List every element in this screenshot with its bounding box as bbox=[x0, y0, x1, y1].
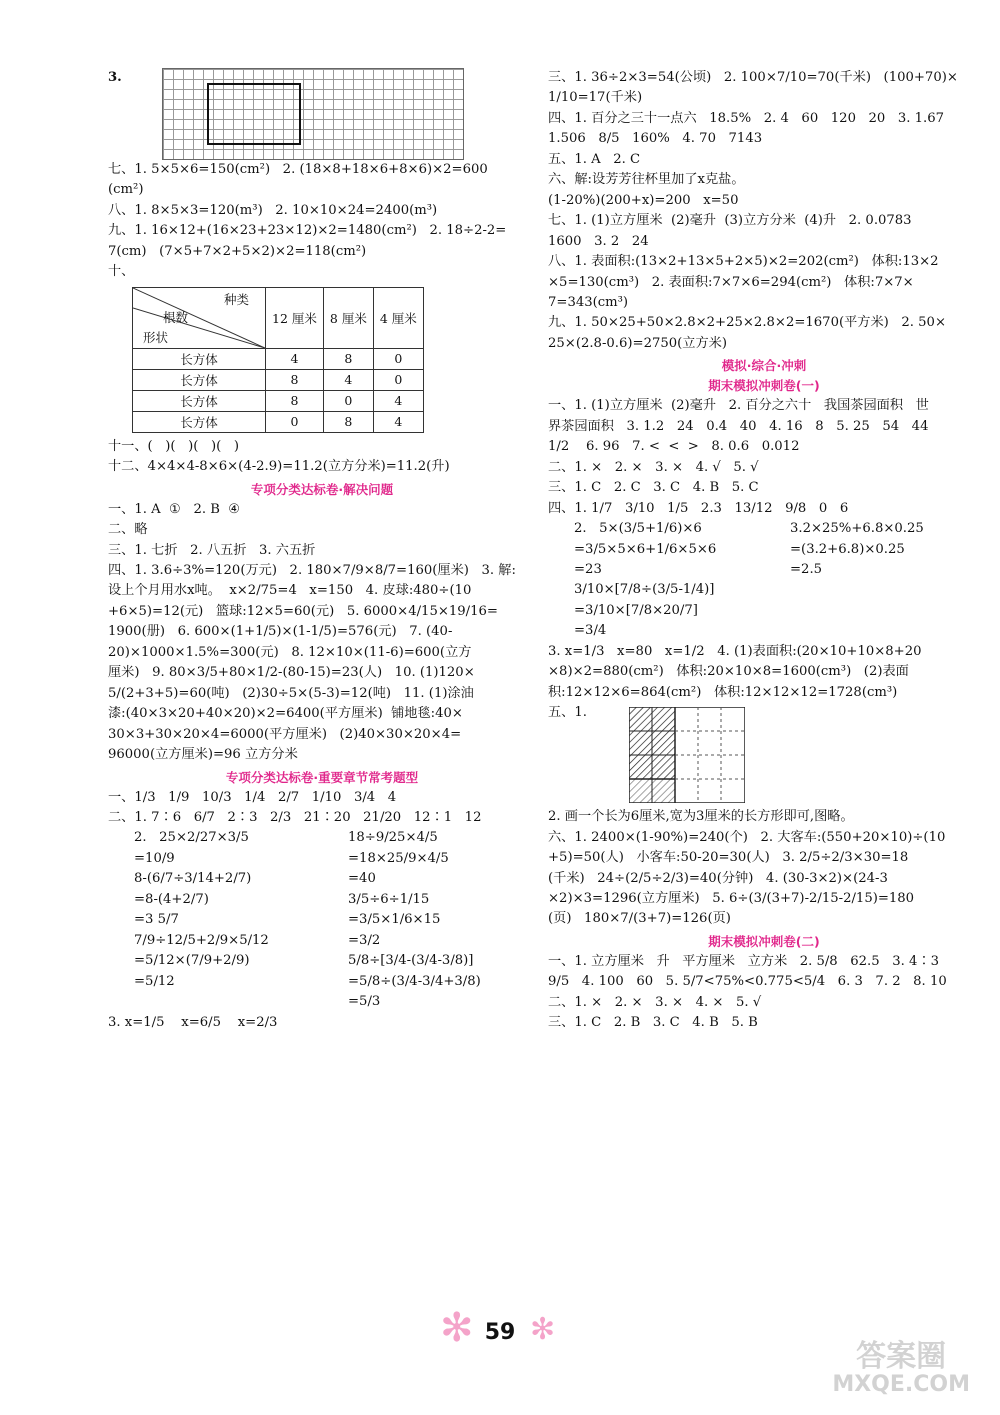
table-cell: 长方体 bbox=[133, 411, 266, 432]
page-number: 59 bbox=[484, 1320, 516, 1345]
answer-line: 设上个月用水x吨。 x×2/75=4 x=150 4. 皮球:480÷(10 bbox=[108, 583, 472, 599]
table-cell: 4 bbox=[266, 348, 324, 369]
calc-column-left bbox=[548, 519, 764, 642]
table-cell: 长方体 bbox=[133, 369, 266, 390]
section-subtitle: 期末模拟冲刺卷(一) bbox=[708, 378, 820, 394]
header-shape: 形状 bbox=[143, 329, 169, 345]
calc-step: =5/8÷(3/4-3/4+3/8) bbox=[348, 973, 481, 989]
answer-line: 20)×1000×1.5%=300(元) 8. 12×10×(11-6)=600(立方 bbox=[108, 644, 472, 660]
answer-line: 一、1. 立方厘米 升 平方厘米 立方米 2. 5/8 62.5 3. 4∶3 bbox=[548, 953, 939, 969]
answer-line: 积:12×12×6=864(cm²) 体积:12×12×12=1728(cm³) bbox=[548, 684, 898, 700]
answer-line: 九、1. 16×12+(16×23+23×12)×2=1480(cm²) 2. 18÷2-2= bbox=[108, 223, 507, 239]
answer-line: 三、1. C 2. B 3. C 4. B 5. B bbox=[548, 1015, 758, 1031]
answer-line: (页) 180×7/(3+7)=126(页) bbox=[548, 911, 731, 927]
right-column bbox=[548, 68, 980, 1034]
answer-line: 九、1. 50×25+50×2.8×2+25×2.8×2=1670(平方米) 2. 50× bbox=[548, 315, 946, 331]
table-cell: 长方体 bbox=[133, 348, 266, 369]
answer-line: 七、1. 5×5×6=150(cm²) 2. (18×8+18×6+8×6)×2=600 bbox=[108, 162, 488, 177]
section-title: 模拟·综合·冲刺 bbox=[721, 358, 807, 374]
watermark-logo: 答案圈 bbox=[856, 1339, 947, 1374]
answer-line: 十、 bbox=[108, 264, 135, 280]
table-cell: 8 bbox=[266, 390, 324, 411]
table-col-header: 12 厘米 bbox=[266, 287, 324, 348]
calc-step: =5/12×(7/9+2/9) bbox=[134, 953, 250, 969]
answer-line: 四、1. 1/7 3/10 1/5 2.3 13/12 9/8 0 6 bbox=[548, 500, 849, 516]
calc-step: =3/2 bbox=[348, 932, 381, 948]
answer-line: 三、1. C 2. C 3. C 4. B 5. C bbox=[548, 480, 759, 496]
table-cell: 0 bbox=[373, 348, 423, 369]
answer-line: 四、1. 百分之三十一点六 18.5% 2. 4 60 120 20 3. 1.67 bbox=[548, 110, 945, 126]
answer-line: 二、略 bbox=[108, 522, 148, 538]
answer-line: 八、1. 8×5×3=120(m³) 2. 10×10×24=2400(m³) bbox=[108, 202, 438, 218]
table-row bbox=[133, 390, 424, 411]
calc-step: =40 bbox=[348, 871, 376, 887]
calc-step: 5/8÷[3/4-(3/4-3/8)] bbox=[348, 953, 474, 969]
answer-line: 7(cm) (7×5+7×2+5×2)×2=118(cm²) bbox=[108, 243, 367, 259]
table-diagonal-header bbox=[133, 287, 266, 348]
calculation-block bbox=[108, 828, 536, 1012]
table-cell: 4 bbox=[373, 390, 423, 411]
table-cell: 8 bbox=[323, 411, 373, 432]
header-count: 根数 bbox=[163, 309, 189, 325]
calc-step: 7/9÷12/5+2/9×5/12 bbox=[134, 932, 269, 948]
calc-step: =2.5 bbox=[790, 561, 823, 577]
calc-step: 18÷9/25×4/5 bbox=[348, 830, 438, 846]
calc-step: =3/5×5×6+1/6×5×6 bbox=[574, 541, 717, 557]
table-cell: 0 bbox=[323, 390, 373, 411]
answer-line: 1.506 8/5 160% 4. 70 7143 bbox=[548, 131, 763, 147]
answer-line: (千米) 24÷(2/5÷2/3)=40(分钟) 4. (30-3×2)×(24-3 bbox=[548, 870, 888, 886]
shading-figure-block bbox=[548, 703, 980, 807]
calc-step: =3/5×1/6×15 bbox=[348, 912, 441, 928]
answer-line: 1900(册) 6. 600×(1+1/5)×(1-1/5)=576(元) 7. (40- bbox=[108, 624, 453, 640]
answer-line: 一、1/3 1/9 10/3 1/4 2/7 1/10 3/4 4 bbox=[108, 789, 397, 805]
answer-line: 1/10=17(千米) bbox=[548, 90, 643, 106]
watermark bbox=[832, 1340, 970, 1397]
calc-column-left bbox=[108, 828, 322, 1012]
calc-step: =10/9 bbox=[134, 850, 175, 866]
left-column bbox=[108, 68, 536, 1033]
calc-step: =23 bbox=[574, 561, 602, 577]
calc-step: =3 5/7 bbox=[134, 912, 179, 928]
calc-step: =3/10×[7/8×20/7] bbox=[574, 602, 698, 618]
calc-step: 8-(6/7÷3/14+2/7) bbox=[134, 871, 252, 887]
answer-line: 四、1. 3.6÷3%=120(万元) 2. 180×7/9×8/7=160(厘米) 3. 解: bbox=[108, 562, 516, 578]
table-row bbox=[133, 348, 424, 369]
watermark-url: MXQE.COM bbox=[832, 1372, 970, 1397]
calc-step: 2. 25×2/27×3/5 bbox=[134, 830, 249, 846]
palm-tree-icon: ✻ bbox=[530, 1312, 556, 1347]
answer-line: 9/5 4. 100 60 5. 5/7<75%<0.775<5/4 6. 3 7. 2 8. 10 bbox=[548, 974, 947, 990]
table-cell: 4 bbox=[373, 411, 423, 432]
table-cell: 8 bbox=[323, 348, 373, 369]
calc-column-right bbox=[764, 519, 980, 642]
answer-line: 七、1. (1)立方厘米 (2)毫升 (3)立方分米 (4)升 2. 0.0783 bbox=[548, 213, 912, 229]
table-cell: 长方体 bbox=[133, 390, 266, 411]
table-row bbox=[133, 369, 424, 390]
calc-step: 3.2×25%+6.8×0.25 bbox=[790, 521, 924, 537]
answer-line: 五、1. bbox=[548, 705, 587, 721]
calc-step: 3/5÷6÷1/15 bbox=[348, 891, 430, 907]
answer-line: 八、1. 表面积:(13×2+13×5+2×5)×2=202(cm²) 体积:13×2 bbox=[548, 254, 939, 270]
answer-line: 界茶园面积 3. 1.2 24 0.4 40 4. 16 8 5. 25 54 44 bbox=[548, 418, 929, 434]
answer-line: +6×5)=12(元) 篮球:12×5=60(元) 5. 6000×4/15×19/16= bbox=[108, 603, 498, 619]
header-kind: 种类 bbox=[223, 291, 249, 307]
answer-line: ×2)×3=1296(立方厘米) 5. 6÷(3/(3+7)-2/15-2/15)=180 bbox=[548, 890, 915, 906]
answer-line: 1600 3. 2 24 bbox=[548, 233, 649, 249]
calc-step: =3/4 bbox=[574, 623, 607, 639]
stick-count-table bbox=[132, 287, 424, 433]
calc-step: 3/10×[7/8÷(3/5-1/4)] bbox=[574, 582, 715, 598]
grid-rectangle bbox=[207, 83, 301, 145]
answer-line: 1/2 6. 96 7. < < > 8. 0.6 0.012 bbox=[548, 439, 800, 455]
calc-step: 2. 5×(3/5+1/6)×6 bbox=[574, 521, 702, 537]
answer-line: +5)=50(人) 小客车:50-20=30(人) 3. 2/5÷2/3×30=18 bbox=[548, 850, 909, 866]
calc-step: =(3.2+6.8)×0.25 bbox=[790, 541, 905, 557]
answer-line: 六、1. 2400×(1-90%)=240(个) 2. 大客车:(550+20×10)÷(10 bbox=[548, 829, 946, 845]
answer-line: 30×3+30×20×4=6000(平方厘米) (2)40×30×20×4= bbox=[108, 726, 462, 742]
calc-step: =8-(4+2/7) bbox=[134, 891, 209, 907]
section-title: 专项分类达标卷·重要章节常考题型 bbox=[225, 769, 419, 785]
answer-line: 3. x=1/3 x=80 x=1/2 4. (1)表面积:(20×10+10×8+20 bbox=[548, 643, 922, 659]
answer-line: 三、1. 七折 2. 八五折 3. 六五折 bbox=[108, 542, 316, 558]
q3-grid-block bbox=[108, 68, 536, 160]
answer-line: 一、1. A ① 2. B ④ bbox=[108, 501, 241, 517]
table-col-header: 8 厘米 bbox=[323, 287, 373, 348]
table-cell: 8 bbox=[266, 369, 324, 390]
section-title: 专项分类达标卷·解决问题 bbox=[250, 481, 394, 497]
answer-line: 二、1. × 2. × 3. × 4. × 5. √ bbox=[548, 994, 762, 1010]
palm-tree-icon: ✻ bbox=[440, 1305, 474, 1351]
answer-line: 六、解:设芳芳往杯里加了x克盐。 bbox=[548, 172, 745, 188]
answer-line: 厘米) 9. 80×3/5+80×1/2-(80-15)=23(人) 10. (1)120× bbox=[108, 665, 475, 681]
grid-figure bbox=[162, 68, 464, 160]
section-title: 期末模拟冲刺卷(二) bbox=[708, 933, 820, 949]
calc-column-right bbox=[322, 828, 536, 1012]
answer-line: 五、1. A 2. C bbox=[548, 151, 641, 167]
calc-step: =5/3 bbox=[348, 994, 381, 1010]
calc-step: =18×25/9×4/5 bbox=[348, 850, 449, 866]
table-cell: 4 bbox=[323, 369, 373, 390]
q3-label: 3. bbox=[108, 70, 122, 85]
answer-line: 7=343(cm³) bbox=[548, 294, 629, 310]
calculation-block bbox=[548, 519, 980, 642]
answer-line: 25×(2.8-0.6)=2750(立方米) bbox=[548, 335, 727, 351]
answer-line: 漆:(40×3×20+40×20)×2=6400(平方厘米) 铺地毯:40× bbox=[108, 706, 463, 722]
calc-step: =5/12 bbox=[134, 973, 175, 989]
table-row bbox=[133, 411, 424, 432]
answer-line: 二、1. × 2. × 3. × 4. √ 5. √ bbox=[548, 459, 759, 475]
answer-line: 5/(2+3+5)=60(吨) (2)30÷5×(5-3)=12(吨) 11. (1)涂油 bbox=[108, 685, 474, 701]
answer-line: 一、1. (1)立方厘米 (2)毫升 2. 百分之六十 我国茶园面积 世 bbox=[548, 398, 929, 414]
answer-line: 3. x=1/5 x=6/5 x=2/3 bbox=[108, 1014, 278, 1030]
shaded-grid-figure bbox=[629, 707, 745, 803]
answer-line: 2. 画一个长为6厘米,宽为3厘米的长方形即可,图略。 bbox=[548, 809, 854, 825]
answer-line: ×8)×2=880(cm²) 体积:20×10×8=1600(cm³) (2)表面 bbox=[548, 664, 909, 680]
answer-line: (1-20%)(200+x)=200 x=50 bbox=[548, 192, 739, 208]
answer-line: 二、1. 7∶6 6/7 2∶3 2/3 21∶20 21/20 12∶1 12 bbox=[108, 809, 482, 825]
answer-line: 三、1. 36÷2×3=54(公顷) 2. 100×7/10=70(千米) (100+70)× bbox=[548, 70, 958, 85]
answer-line: (cm²) bbox=[108, 182, 144, 198]
answer-line: 96000(立方厘米)=96 立方分米 bbox=[108, 747, 298, 763]
answer-line: 十二、4×4×4-8×6×(4-2.9)=11.2(立方分米)=11.2(升) bbox=[108, 459, 450, 475]
table-cell: 0 bbox=[266, 411, 324, 432]
table-cell: 0 bbox=[373, 369, 423, 390]
answer-line: ×5=130(cm³) 2. 表面积:7×7×6=294(cm²) 体积:7×7× bbox=[548, 274, 914, 290]
answer-line: 十一、( )( )( )( ) bbox=[108, 438, 240, 454]
table-col-header: 4 厘米 bbox=[373, 287, 423, 348]
